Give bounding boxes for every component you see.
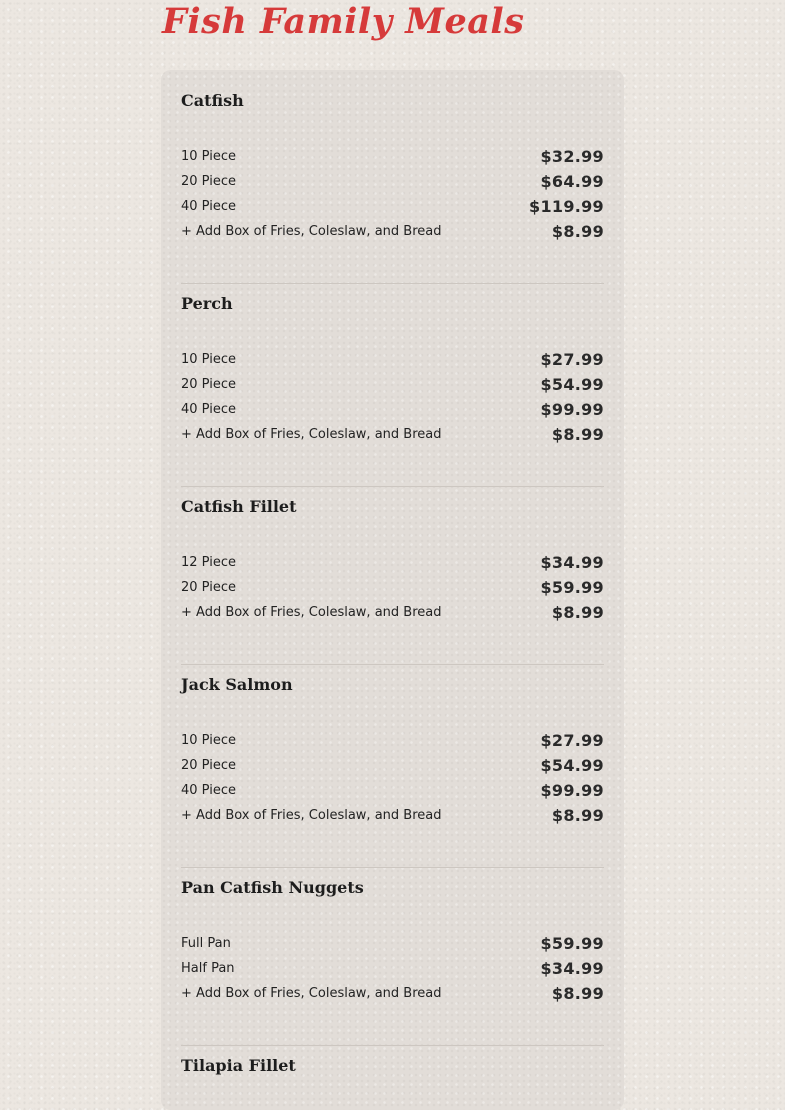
menu-section-catfish-fillet bbox=[181, 496, 604, 625]
item-price: $34.99 bbox=[540, 959, 604, 978]
item-price: $8.99 bbox=[551, 806, 604, 825]
item-name: 40 Piece bbox=[181, 402, 236, 417]
menu-panel bbox=[161, 70, 624, 1110]
menu-section-jack-salmon bbox=[181, 674, 604, 828]
item-name: + Add Box of Fries, Coleslaw, and Bread bbox=[181, 986, 442, 1001]
menu-item bbox=[181, 778, 604, 803]
section-heading: Catfish bbox=[181, 91, 244, 110]
menu-item bbox=[181, 194, 604, 219]
menu-section-tilapia-fillet bbox=[181, 1055, 604, 1077]
menu-item-addon bbox=[181, 600, 604, 625]
item-name: 40 Piece bbox=[181, 199, 236, 214]
menu-item bbox=[181, 372, 604, 397]
item-name: Half Pan bbox=[181, 961, 235, 976]
item-name: 20 Piece bbox=[181, 377, 236, 392]
item-price: $59.99 bbox=[540, 934, 604, 953]
menu-item-addon bbox=[181, 981, 604, 1006]
item-price: $32.99 bbox=[540, 147, 604, 166]
item-price: $59.99 bbox=[540, 578, 604, 597]
menu-item bbox=[181, 575, 604, 600]
item-name: + Add Box of Fries, Coleslaw, and Bread bbox=[181, 808, 442, 823]
item-name: Full Pan bbox=[181, 936, 231, 951]
item-price: $8.99 bbox=[551, 603, 604, 622]
menu-section-perch bbox=[181, 293, 604, 447]
section-divider bbox=[181, 664, 604, 665]
menu-item bbox=[181, 753, 604, 778]
item-name: 10 Piece bbox=[181, 733, 236, 748]
section-heading: Perch bbox=[181, 294, 233, 313]
item-list bbox=[181, 728, 604, 828]
section-heading: Tilapia Fillet bbox=[181, 1056, 296, 1075]
item-name: 12 Piece bbox=[181, 555, 236, 570]
item-price: $54.99 bbox=[540, 756, 604, 775]
item-price: $27.99 bbox=[540, 350, 604, 369]
menu-item bbox=[181, 169, 604, 194]
item-price: $54.99 bbox=[540, 375, 604, 394]
section-divider bbox=[181, 1045, 604, 1046]
item-price: $8.99 bbox=[551, 425, 604, 444]
menu-item bbox=[181, 550, 604, 575]
item-price: $99.99 bbox=[540, 400, 604, 419]
item-price: $34.99 bbox=[540, 553, 604, 572]
item-list bbox=[181, 144, 604, 244]
section-divider bbox=[181, 867, 604, 868]
menu-item bbox=[181, 728, 604, 753]
item-name: + Add Box of Fries, Coleslaw, and Bread bbox=[181, 427, 442, 442]
section-heading: Jack Salmon bbox=[181, 675, 293, 694]
item-name: 20 Piece bbox=[181, 758, 236, 773]
menu-item bbox=[181, 347, 604, 372]
menu-item-addon bbox=[181, 422, 604, 447]
item-price: $64.99 bbox=[540, 172, 604, 191]
item-list bbox=[181, 347, 604, 447]
item-name: + Add Box of Fries, Coleslaw, and Bread bbox=[181, 224, 442, 239]
menu-item bbox=[181, 956, 604, 981]
item-price: $27.99 bbox=[540, 731, 604, 750]
item-price: $119.99 bbox=[529, 197, 604, 216]
menu-section-pan-catfish-nuggets bbox=[181, 877, 604, 1006]
item-name: 20 Piece bbox=[181, 174, 236, 189]
menu-item bbox=[181, 931, 604, 956]
item-name: 10 Piece bbox=[181, 352, 236, 367]
item-list bbox=[181, 550, 604, 625]
item-price: $8.99 bbox=[551, 222, 604, 241]
menu-section-catfish bbox=[181, 90, 604, 244]
item-list bbox=[181, 931, 604, 1006]
section-heading: Catfish Fillet bbox=[181, 497, 297, 516]
menu-item bbox=[181, 144, 604, 169]
section-divider bbox=[181, 486, 604, 487]
item-name: 10 Piece bbox=[181, 149, 236, 164]
page-title: Fish Family Meals bbox=[162, 1, 525, 42]
item-name: + Add Box of Fries, Coleslaw, and Bread bbox=[181, 605, 442, 620]
item-price: $8.99 bbox=[551, 984, 604, 1003]
menu-item-addon bbox=[181, 219, 604, 244]
menu-item bbox=[181, 397, 604, 422]
item-price: $99.99 bbox=[540, 781, 604, 800]
item-name: 20 Piece bbox=[181, 580, 236, 595]
menu-item-addon bbox=[181, 803, 604, 828]
section-divider bbox=[181, 283, 604, 284]
section-heading: Pan Catfish Nuggets bbox=[181, 878, 364, 897]
item-name: 40 Piece bbox=[181, 783, 236, 798]
